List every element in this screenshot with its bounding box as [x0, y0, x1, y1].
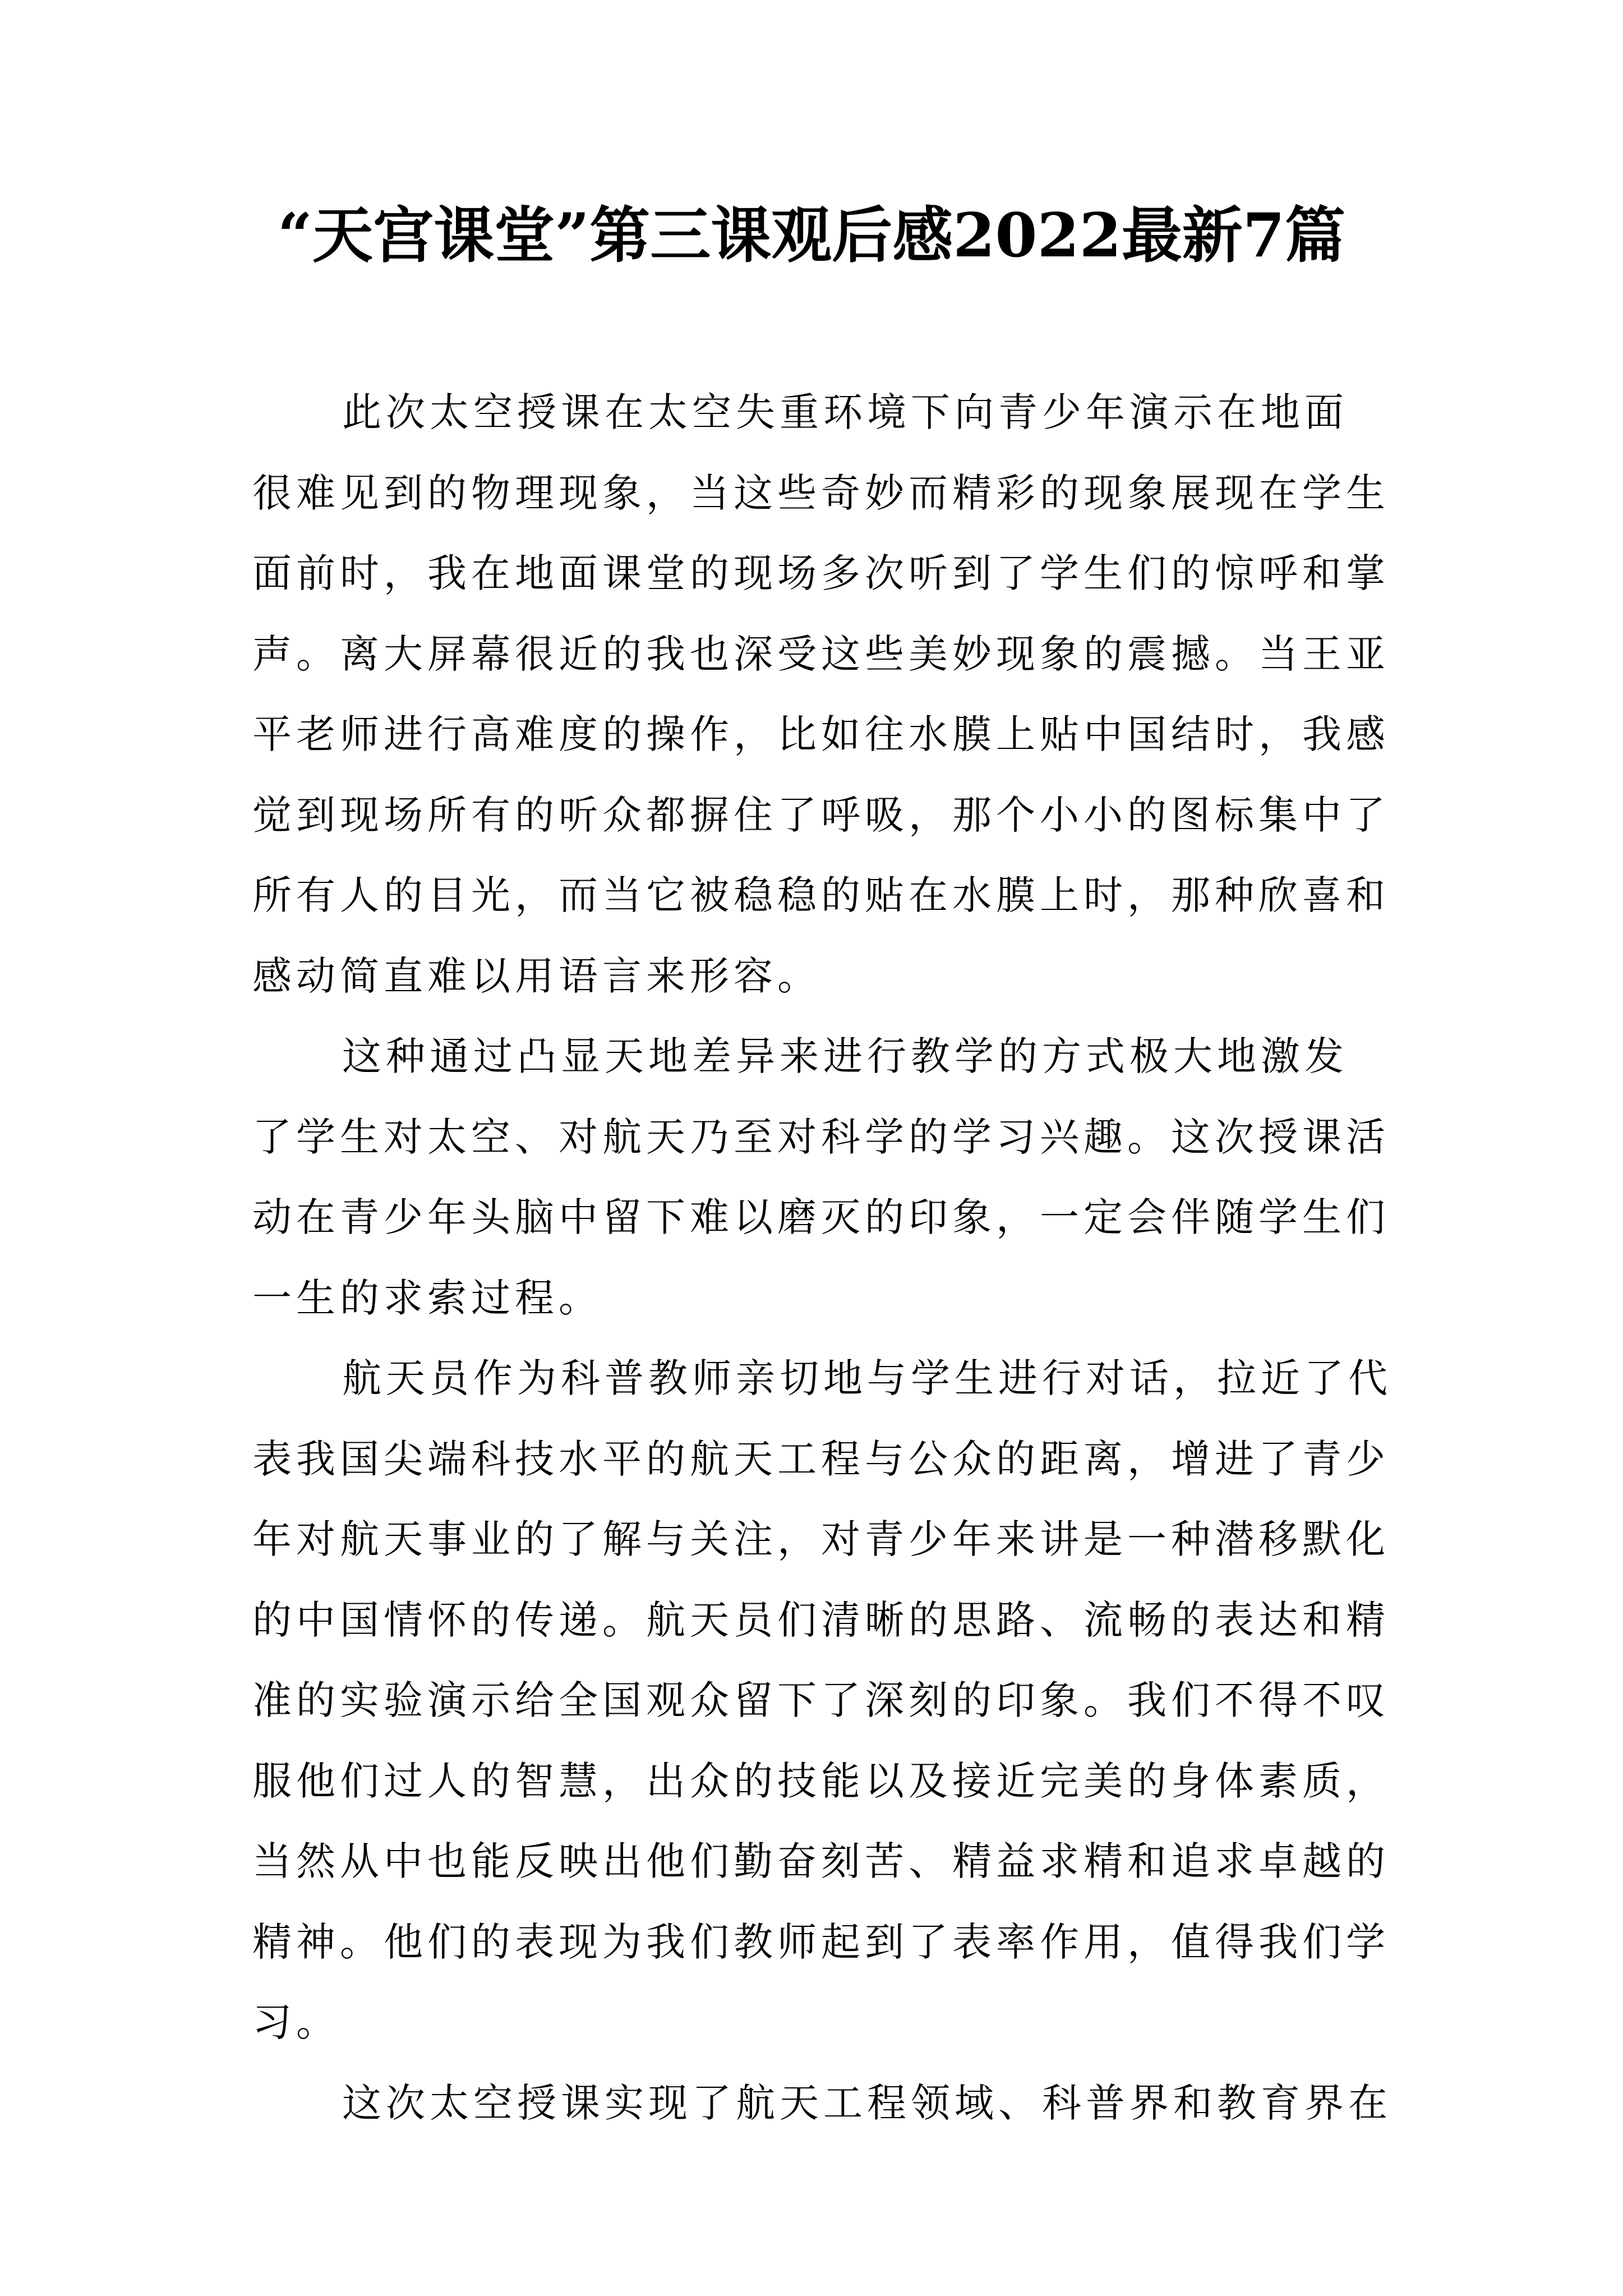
paragraph-4: [252, 2063, 1402, 2144]
paragraph-line: 平老师进行高难度的操作，比如往水膜上贴中国结时，我感: [252, 711, 1390, 757]
paragraph-line: 了学生对太空、对航天乃至对科学的学习兴趣。这次授课活: [252, 1114, 1390, 1160]
paragraph-line: 服他们过人的智慧，出众的技能以及接近完美的身体素质，: [252, 1757, 1390, 1804]
paragraph-line: 精神。他们的表现为我们教师起到了表率作用，值得我们学: [252, 1918, 1390, 1965]
paragraph-line: 感动简直难以用语言来形容。: [252, 953, 821, 999]
paragraph-line: 动在青少年头脑中留下难以磨灭的印象，一定会伴随学生们: [252, 1194, 1390, 1240]
paragraph-line: 当然从中也能反映出他们勤奋刻苦、精益求精和追求卓越的: [252, 1838, 1390, 1884]
paragraph-line: 觉到现场所有的听众都摒住了呼吸，那个小小的图标集中了: [252, 792, 1390, 838]
paragraph-line: 这种通过凸显天地差异来进行教学的方式极大地激发: [342, 1033, 1348, 1079]
paragraph-line: 这次太空授课实现了航天工程领域、科普界和教育界在: [342, 2079, 1392, 2126]
document-title: “天宫课堂”第三课观后感2022最新7篇: [278, 200, 1345, 271]
paragraph-line: 年对航天事业的了解与关注，对青少年来讲是一种潜移默化: [252, 1516, 1390, 1562]
paragraph-3: [252, 1338, 1402, 2063]
paragraph-line: 声。离大屏幕很近的我也深受这些美妙现象的震撼。当王亚: [252, 631, 1390, 677]
paragraph-1: [252, 372, 1402, 1016]
paragraph-line: 的中国情怀的传递。航天员们清晰的思路、流畅的表达和精: [252, 1596, 1390, 1643]
paragraph-line: 此次太空授课在太空失重环境下向青少年演示在地面: [342, 389, 1348, 435]
paragraph-line: 一生的求索过程。: [252, 1274, 602, 1321]
paragraph-line: 准的实验演示给全国观众留下了深刻的印象。我们不得不叹: [252, 1677, 1390, 1723]
paragraph-line: 面前时，我在地面课堂的现场多次听到了学生们的惊呼和掌: [252, 550, 1390, 596]
paragraph-line: 航天员作为科普教师亲切地与学生进行对话，拉近了代: [342, 1355, 1392, 1401]
paragraph-line: 很难见到的物理现象，当这些奇妙而精彩的现象展现在学生: [252, 470, 1390, 516]
paragraph-line: 表我国尖端科技水平的航天工程与公众的距离，增进了青少: [252, 1435, 1390, 1482]
paragraph-2: [252, 1016, 1402, 1338]
paragraph-line: 习。: [252, 1999, 340, 2045]
paragraph-line: 所有人的目光，而当它被稳稳的贴在水膜上时，那种欣喜和: [252, 872, 1390, 918]
document-body: [252, 372, 1402, 2143]
